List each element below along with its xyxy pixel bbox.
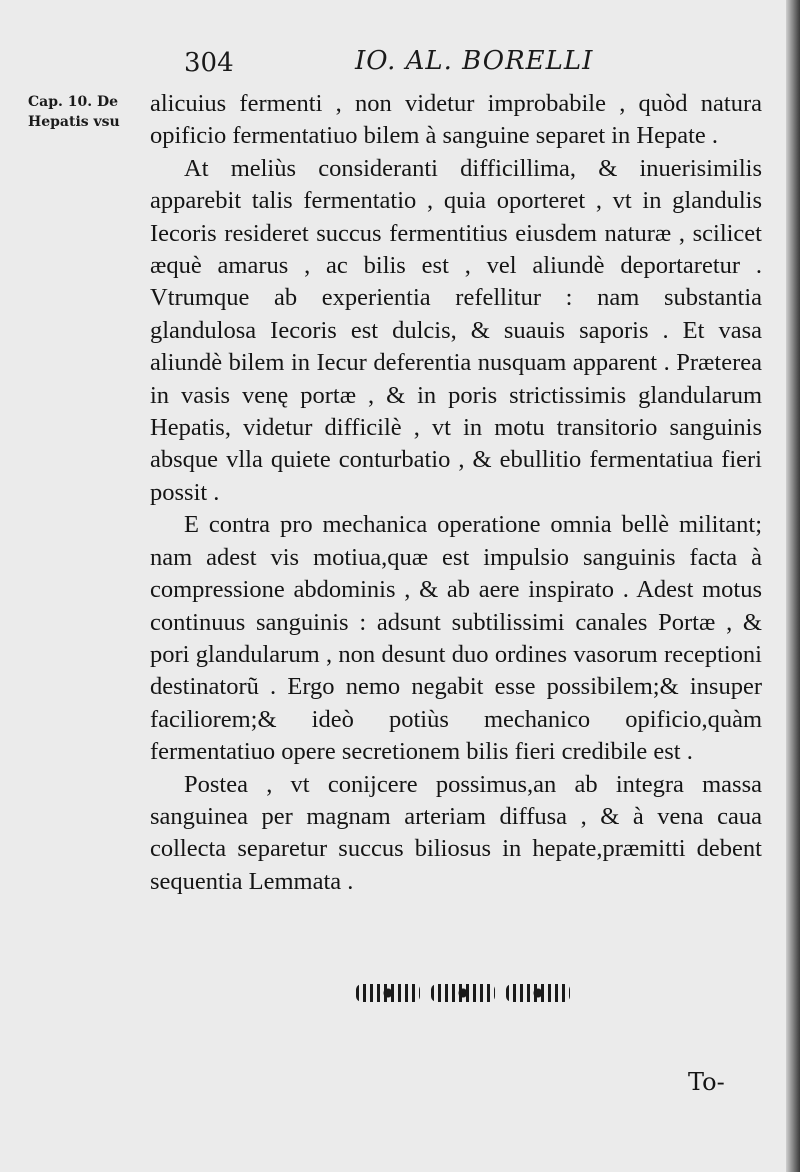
marginal-note-line-1: Cap. 10. De	[28, 94, 119, 110]
marginal-note	[28, 92, 150, 132]
ornament-piece	[506, 984, 570, 1002]
body-text	[150, 88, 762, 898]
ornament-piece	[431, 984, 495, 1002]
paragraph-continuation: alicuius fermenti , non videtur improbabile , quòd natura opificio fermentatiuo bilem à sanguine separet in Hepate .	[150, 90, 762, 150]
printers-ornament	[356, 982, 570, 1004]
binding-gutter	[786, 0, 800, 1172]
running-title: IO. AL. BORELLI	[355, 46, 594, 76]
paragraph: E contra pro mechanica operatione omnia bellè militant; nam adest vis motiua,quæ est impulsio sanguinis facta à compressione abdominis , & ab aere inspirato . Adest motus continuus sanguinis : adsunt subtilissimi canales Portæ , & pori glandularum , non desunt duo ordines vasorum receptioni destinatorũ . Ergo nemo negabit esse possibilem;& insuper faciliorem;& ideò potiùs mechanico opificio,quàm fermentatiuo opere secretionem bilis fieri credibile est .	[150, 511, 762, 766]
ornament-piece	[356, 984, 420, 1002]
paragraph: Postea , vt conijcere possimus,an ab integra massa sanguinea per magnam arteriam diffusa , & à vena caua collecta separetur succus biliosus in hepate,præmitti debent sequentia Lemmata .	[150, 770, 762, 895]
catchword: To-	[688, 1068, 725, 1096]
marginal-note-line-2: Hepatis vsu	[28, 114, 120, 130]
page-number: 304	[184, 48, 234, 78]
paragraph: At meliùs consideranti difficillima, & inuerisimilis apparebit talis fermentatio , quia oporteret , vt in glandulis Iecoris resideret succus fermentitius eiusdem naturæ , scilicet æquè amarus , ac bilis est , vel aliundè deportaretur . Vtrumque ab experientia refellitur : nam substantia glandulosa Iecoris est dulcis, & suauis saporis . Et vasa aliundè bilem in Iecur deferentia nusquam apparent . Præterea in vasis venę portæ , & in poris strictissimis glandularum Hepatis, videtur difficilè , vt in motu transitorio sanguinis absque vlla quiete conturbatio , & ebullitio fermentatiua fieri possit .	[150, 154, 762, 506]
running-head	[0, 44, 800, 84]
